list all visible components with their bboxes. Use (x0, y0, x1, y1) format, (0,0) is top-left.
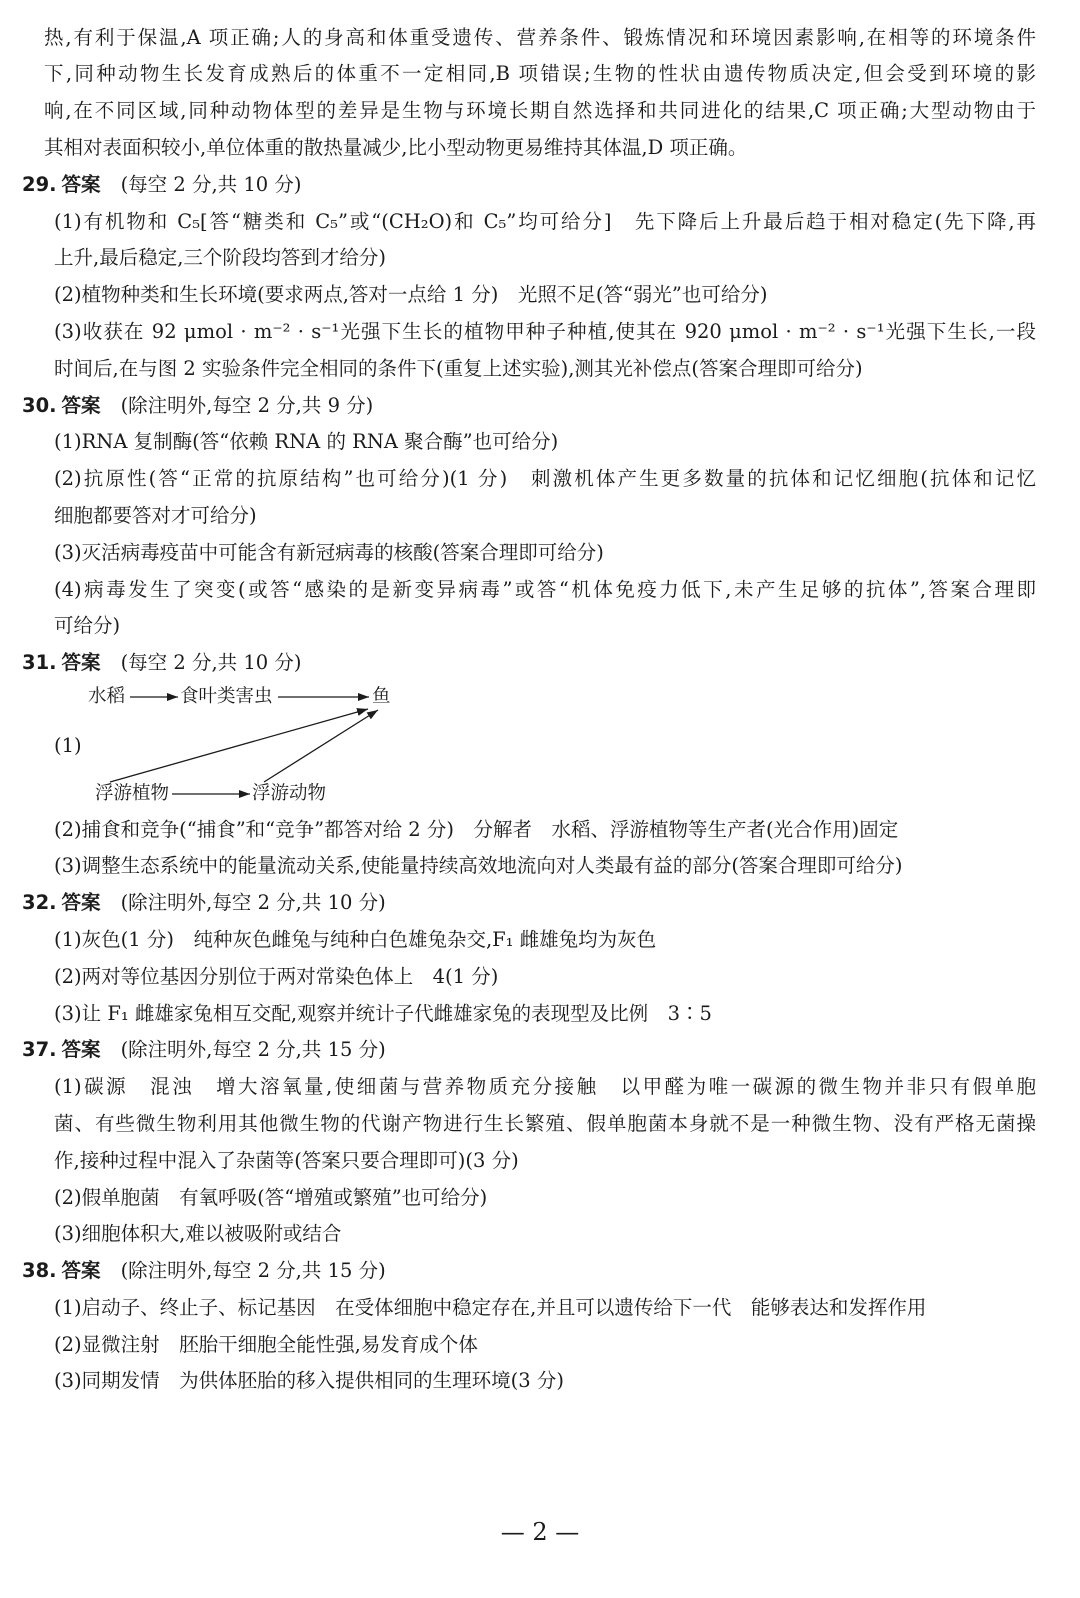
answer-item-32-3 (0, 996, 1080, 1033)
answer-item-30-1 (0, 424, 1080, 461)
text-line: (1)有机物和 C₅[答“糖类和 C₅”或“(CH₂O)和 C₅”均可给分] 先下降后上升最后趋于相对稳定(先下降,再 (54, 209, 1036, 233)
text-line: 作,接种过程中混入了杂菌等(答案只要合理即可)(3 分) (54, 1148, 519, 1172)
node-fish: 鱼 (372, 685, 391, 707)
answer-content (0, 20, 1080, 1401)
text-line: (1)RNA 复制酶(答“依赖 RNA 的 RNA 聚合酶”也可给分) (54, 430, 559, 454)
question-29-header (0, 167, 1080, 204)
answer-label: 答案 (61, 1259, 101, 1283)
question-number: 32. (22, 891, 57, 915)
answer-item-37-3 (0, 1216, 1080, 1253)
answer-item-32-2 (0, 959, 1080, 996)
intro-paragraph (0, 20, 1080, 167)
answer-item-31-1-label: (1) (54, 733, 82, 757)
text-line: 响,在不同区域,同种动物体型的差异是生物与环境长期自然选择和共同进化的结果,C 项正确;大型动物由于 (44, 99, 1036, 123)
scoring-note: (除注明外,每空 2 分,共 10 分) (120, 891, 386, 915)
node-phytoplankton: 浮游植物 (95, 782, 170, 804)
scoring-note: (除注明外,每空 2 分,共 15 分) (120, 1259, 386, 1283)
node-rice: 水稻 (88, 685, 126, 707)
question-30-header (0, 388, 1080, 425)
text-line: (3)调整生态系统中的能量流动关系,使能量持续高效地流向对人类最有益的部分(答案合理即可给分) (54, 854, 903, 878)
text-line: (2)抗原性(答“正常的抗原结构”也可给分)(1 分) 刺激机体产生更多数量的抗体和记忆细胞(抗体和记忆 (54, 467, 1036, 491)
text-line: (1)启动子、终止子、标记基因 在受体细胞中稳定存在,并且可以遗传给下一代 能够表达和发挥作用 (54, 1295, 927, 1319)
text-line: (3)细胞体积大,难以被吸附或结合 (54, 1222, 342, 1246)
arrow-zooplankton-to-fish (264, 710, 378, 782)
question-32-header (0, 885, 1080, 922)
text-line: 下,同种动物生长发育成熟后的体重不一定相同,B 项错误;生物的性状由遗传物质决定,但会受到环境的影 (44, 62, 1036, 86)
text-line: 细胞都要答对才可给分) (54, 503, 257, 527)
answer-item-30-4 (0, 572, 1080, 646)
node-zooplankton: 浮游动物 (252, 782, 327, 804)
answer-item-32-1 (0, 922, 1080, 959)
text-line: 上升,最后稳定,三个阶段均答到才给分) (54, 246, 387, 270)
question-37-header (0, 1032, 1080, 1069)
question-number: 30. (22, 393, 57, 417)
arrow-phytoplankton-to-fish (110, 709, 368, 782)
text-line: (3)同期发情 为供体胚胎的移入提供相同的生理环境(3 分) (54, 1369, 564, 1393)
answer-item-31-2 (0, 812, 1080, 849)
question-number: 31. (22, 651, 57, 675)
text-line: 其相对表面积较小,单位体重的散热量减少,比小型动物更易维持其体温,D 项正确。 (44, 135, 748, 159)
answer-label: 答案 (61, 172, 101, 196)
text-line: (2)显微注射 胚胎干细胞全能性强,易发育成个体 (54, 1332, 478, 1356)
answer-item-38-1 (0, 1290, 1080, 1327)
text-line: (3)让 F₁ 雌雄家兔相互交配,观察并统计子代雌雄家兔的表现型及比例 3∶5 (54, 1001, 712, 1025)
text-line: 菌、有些微生物利用其他微生物的代谢产物进行生长繁殖、假单胞菌本身就不是一种微生物、没有严格无菌操 (54, 1111, 1036, 1135)
text-line: 时间后,在与图 2 实验条件完全相同的条件下(重复上述实验),测其光补偿点(答案合理即可给分) (54, 356, 863, 380)
answer-item-38-2 (0, 1327, 1080, 1364)
text-line: (1)碳源 混浊 增大溶氧量,使细菌与营养物质充分接触 以甲醛为唯一碳源的微生物并非只有假单胞 (54, 1075, 1036, 1099)
answer-item-29-3 (0, 314, 1080, 388)
text-line: (3)收获在 92 μmol · m⁻² · s⁻¹光强下生长的植物甲种子种植,使其在 920 μmol · m⁻² · s⁻¹光强下生长,一段 (54, 319, 1036, 343)
scoring-note: (每空 2 分,共 10 分) (120, 651, 302, 675)
question-38-header (0, 1253, 1080, 1290)
answer-item-31-3 (0, 848, 1080, 885)
text-line: (2)假单胞菌 有氧呼吸(答“增殖或繁殖”也可给分) (54, 1185, 488, 1209)
question-31-header (0, 645, 1080, 682)
text-line: (2)植物种类和生长环境(要求两点,答对一点给 1 分) 光照不足(答“弱光”也可给分) (54, 283, 768, 307)
answer-item-30-3 (0, 535, 1080, 572)
answer-label: 答案 (61, 393, 101, 417)
answer-item-37-2 (0, 1180, 1080, 1217)
text-line: 可给分) (54, 614, 121, 638)
answer-label: 答案 (61, 651, 101, 675)
scoring-note: (除注明外,每空 2 分,共 9 分) (120, 393, 374, 417)
answer-label: 答案 (61, 1038, 101, 1062)
question-number: 29. (22, 172, 57, 196)
answer-label: 答案 (61, 891, 101, 915)
answer-item-29-1 (0, 204, 1080, 278)
answer-item-29-2 (0, 277, 1080, 314)
answer-item-37-1 (0, 1069, 1080, 1179)
text-line: (2)两对等位基因分别位于两对常染色体上 4(1 分) (54, 964, 499, 988)
text-line: 热,有利于保温,A 项正确;人的身高和体重受遗传、营养条件、锻炼情况和环境因素影响,在相等的环境条件 (44, 25, 1036, 49)
answer-item-38-3 (0, 1363, 1080, 1400)
node-leaf-pest: 食叶类害虫 (180, 685, 273, 707)
page-number: — 2 — (500, 1518, 580, 1546)
question-number: 37. (22, 1038, 57, 1062)
scoring-note: (除注明外,每空 2 分,共 15 分) (120, 1038, 386, 1062)
text-line: (4)病毒发生了突变(或答“感染的是新变异病毒”或答“机体免疫力低下,未产生足够的抗体”,答案合理即 (54, 577, 1036, 601)
scoring-note: (每空 2 分,共 10 分) (120, 172, 302, 196)
text-line: (1)灰色(1 分) 纯种灰色雌兔与纯种白色雄兔杂交,F₁ 雌雄兔均为灰色 (54, 927, 657, 951)
answer-item-30-2 (0, 461, 1080, 535)
question-number: 38. (22, 1259, 57, 1283)
text-line: (2)捕食和竞争(“捕食”和“竞争”都答对给 2 分) 分解者 水稻、浮游植物等生产者(光合作用)固定 (54, 817, 899, 841)
text-line: (3)灭活病毒疫苗中可能含有新冠病毒的核酸(答案合理即可给分) (54, 540, 604, 564)
food-web-diagram (0, 682, 1080, 812)
